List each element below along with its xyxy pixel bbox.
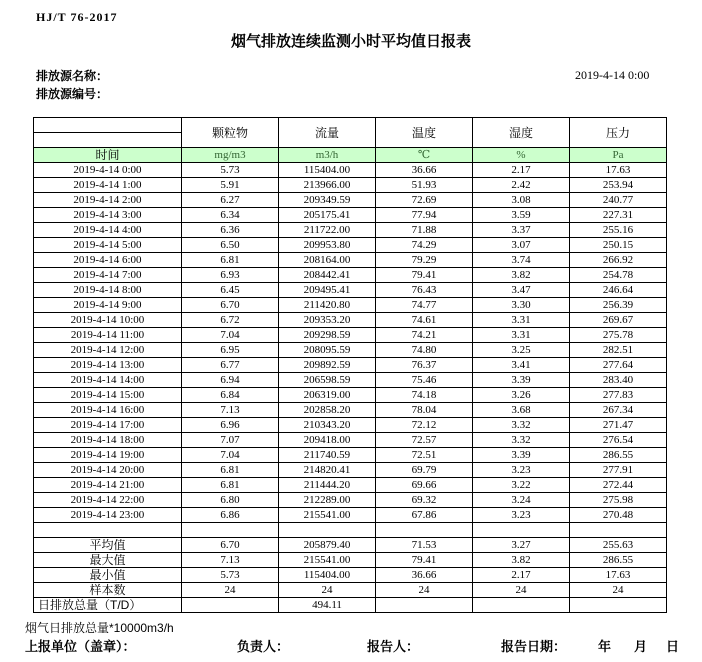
value-cell: 6.27 [182,193,279,208]
row-label-cell: 样本数 [34,583,182,598]
value-cell: 72.57 [376,433,473,448]
value-cell: 267.34 [570,403,667,418]
value-cell: 6.34 [182,208,279,223]
table-row [34,418,667,433]
value-cell: 205879.40 [279,538,376,553]
value-cell: 72.69 [376,193,473,208]
value-cell: 71.88 [376,223,473,238]
value-cell: 255.63 [570,538,667,553]
value-cell: 206319.00 [279,388,376,403]
value-cell: 6.77 [182,358,279,373]
value-cell: 76.43 [376,283,473,298]
value-cell [473,523,570,538]
value-cell: 5.73 [182,163,279,178]
column-header-particulate: 颗粒物 [182,118,279,148]
value-cell: 3.26 [473,388,570,403]
table-row [34,193,667,208]
value-cell: 209349.59 [279,193,376,208]
value-cell: 208164.00 [279,253,376,268]
value-cell: 3.31 [473,313,570,328]
value-cell: 74.29 [376,238,473,253]
value-cell: 79.29 [376,253,473,268]
value-cell: 214820.41 [279,463,376,478]
table-row [34,553,667,568]
value-cell: 276.54 [570,433,667,448]
table-header [34,118,667,163]
value-cell: 7.13 [182,553,279,568]
value-cell: 209298.59 [279,328,376,343]
value-cell: 3.39 [473,373,570,388]
value-cell: 24 [376,583,473,598]
row-label-cell: 2019-4-14 16:00 [34,403,182,418]
value-cell: 6.70 [182,538,279,553]
table-row [34,388,667,403]
value-cell: 24 [570,583,667,598]
value-cell: 17.63 [570,163,667,178]
row-label-cell: 2019-4-14 15:00 [34,388,182,403]
table-row [34,343,667,358]
value-cell: 6.81 [182,478,279,493]
value-cell: 282.51 [570,343,667,358]
value-cell: 6.94 [182,373,279,388]
value-cell: 3.39 [473,448,570,463]
value-cell: 79.41 [376,553,473,568]
value-cell: 3.23 [473,508,570,523]
hourly-report-table [33,117,667,613]
row-label-cell: 日排放总量（T/D） [34,598,182,613]
row-label-cell: 2019-4-14 4:00 [34,223,182,238]
value-cell: 3.27 [473,538,570,553]
table-row [34,433,667,448]
summary-rows [34,538,667,613]
table-row [34,463,667,478]
value-cell: 3.47 [473,283,570,298]
value-cell: 215541.00 [279,553,376,568]
value-cell: 7.04 [182,448,279,463]
value-cell: 3.82 [473,268,570,283]
value-cell: 6.81 [182,253,279,268]
value-cell: 209495.41 [279,283,376,298]
table-row [34,583,667,598]
row-label-cell: 2019-4-14 13:00 [34,358,182,373]
value-cell: 202858.20 [279,403,376,418]
value-cell: 67.86 [376,508,473,523]
row-label-cell: 最大值 [34,553,182,568]
value-cell: 6.80 [182,493,279,508]
value-cell: 75.46 [376,373,473,388]
unit-humidity: % [473,148,570,163]
row-label-cell: 2019-4-14 9:00 [34,298,182,313]
row-label-cell: 2019-4-14 17:00 [34,418,182,433]
value-cell [279,523,376,538]
value-cell: 2.17 [473,568,570,583]
value-cell: 74.80 [376,343,473,358]
value-cell: 275.78 [570,328,667,343]
value-cell: 36.66 [376,568,473,583]
table-row [34,283,667,298]
value-cell: 7.07 [182,433,279,448]
value-cell: 24 [279,583,376,598]
table-row [34,508,667,523]
table-row [34,478,667,493]
value-cell: 227.31 [570,208,667,223]
value-cell [182,598,279,613]
row-label-cell: 2019-4-14 3:00 [34,208,182,223]
table-row [34,328,667,343]
value-cell: 210343.20 [279,418,376,433]
table-row [34,253,667,268]
value-cell: 3.23 [473,463,570,478]
units-row [34,148,667,163]
value-cell: 208442.41 [279,268,376,283]
table-row [34,448,667,463]
value-cell: 6.84 [182,388,279,403]
row-label-cell: 2019-4-14 20:00 [34,463,182,478]
value-cell: 209892.59 [279,358,376,373]
table-row [34,268,667,283]
value-cell: 206598.59 [279,373,376,388]
value-cell: 3.25 [473,343,570,358]
page-title: 烟气排放连续监测小时平均值日报表 [230,33,471,50]
value-cell: 3.37 [473,223,570,238]
value-cell: 3.08 [473,193,570,208]
value-cell: 6.45 [182,283,279,298]
value-cell: 51.93 [376,178,473,193]
row-label-cell [34,523,182,538]
value-cell: 6.81 [182,463,279,478]
value-cell: 24 [473,583,570,598]
month-label: 月 [634,639,648,654]
value-cell: 3.22 [473,478,570,493]
unit-pressure: Pa [570,148,667,163]
value-cell: 250.15 [570,238,667,253]
corner-cell-bottom [34,133,182,148]
day-label: 日 [666,639,680,654]
value-cell: 6.93 [182,268,279,283]
value-cell: 3.30 [473,298,570,313]
spacer-row [34,523,667,538]
row-label-cell: 2019-4-14 2:00 [34,193,182,208]
table-row [34,178,667,193]
value-cell: 211740.59 [279,448,376,463]
value-cell: 6.96 [182,418,279,433]
value-cell: 277.91 [570,463,667,478]
value-cell: 6.86 [182,508,279,523]
value-cell: 211722.00 [279,223,376,238]
value-cell: 77.94 [376,208,473,223]
value-cell: 253.94 [570,178,667,193]
value-cell [376,598,473,613]
report-datetime: 2019-4-14 0:00 [575,68,650,82]
row-label-cell: 2019-4-14 6:00 [34,253,182,268]
table-row [34,163,667,178]
value-cell: 6.50 [182,238,279,253]
value-cell: 212289.00 [279,493,376,508]
column-header-temperature: 温度 [376,118,473,148]
row-label-cell: 最小值 [34,568,182,583]
value-cell: 7.13 [182,403,279,418]
value-cell: 277.83 [570,388,667,403]
value-cell: 36.66 [376,163,473,178]
value-cell: 211444.20 [279,478,376,493]
value-cell: 266.92 [570,253,667,268]
table-row [34,538,667,553]
value-cell: 71.53 [376,538,473,553]
value-cell: 271.47 [570,418,667,433]
value-cell: 2.42 [473,178,570,193]
value-cell: 24 [182,583,279,598]
value-cell: 78.04 [376,403,473,418]
value-cell: 255.16 [570,223,667,238]
value-cell: 3.41 [473,358,570,373]
table-row [34,298,667,313]
row-label-cell: 2019-4-14 5:00 [34,238,182,253]
value-cell: 76.37 [376,358,473,373]
value-cell: 211420.80 [279,298,376,313]
value-cell: 3.24 [473,493,570,508]
value-cell: 272.44 [570,478,667,493]
table-row [34,403,667,418]
value-cell: 5.91 [182,178,279,193]
value-cell: 215541.00 [279,508,376,523]
unit-particulate: mg/m3 [182,148,279,163]
value-cell: 115404.00 [279,568,376,583]
value-cell: 72.12 [376,418,473,433]
row-label-cell: 2019-4-14 0:00 [34,163,182,178]
value-cell: 72.51 [376,448,473,463]
row-label-cell: 2019-4-14 1:00 [34,178,182,193]
row-label-cell: 2019-4-14 18:00 [34,433,182,448]
row-label-cell: 2019-4-14 8:00 [34,283,182,298]
value-cell: 286.55 [570,553,667,568]
table-row [34,358,667,373]
row-label-cell: 2019-4-14 12:00 [34,343,182,358]
source-name-label: 排放源名称： [36,69,109,83]
value-cell: 213966.00 [279,178,376,193]
year-label: 年 [598,639,612,654]
column-header-humidity: 湿度 [473,118,570,148]
value-cell: 209418.00 [279,433,376,448]
row-label-cell: 2019-4-14 22:00 [34,493,182,508]
value-cell: 3.82 [473,553,570,568]
value-cell: 74.21 [376,328,473,343]
value-cell: 209953.80 [279,238,376,253]
value-cell: 69.79 [376,463,473,478]
table-row [34,598,667,613]
table-row [34,523,667,538]
unit-flow: m3/h [279,148,376,163]
total-emission-note: 烟气日排放总量*10000m3/h [25,621,174,635]
row-label-cell: 2019-4-14 14:00 [34,373,182,388]
row-label-cell: 平均值 [34,538,182,553]
report-date-label: 报告日期： [501,639,567,654]
value-cell: 3.32 [473,433,570,448]
value-cell: 3.74 [473,253,570,268]
value-cell: 6.95 [182,343,279,358]
value-cell: 286.55 [570,448,667,463]
value-cell: 205175.41 [279,208,376,223]
header-row-top [34,118,667,133]
value-cell: 3.07 [473,238,570,253]
value-cell: 209353.20 [279,313,376,328]
value-cell: 254.78 [570,268,667,283]
data-rows [34,163,667,523]
value-cell: 5.73 [182,568,279,583]
value-cell: 69.32 [376,493,473,508]
value-cell: 494.11 [279,598,376,613]
time-column-header: 时间 [34,148,182,163]
value-cell: 6.72 [182,313,279,328]
table-row [34,313,667,328]
value-cell: 275.98 [570,493,667,508]
value-cell: 240.77 [570,193,667,208]
value-cell [570,523,667,538]
standard-number: HJ/T 76-2017 [36,10,118,24]
row-label-cell: 2019-4-14 11:00 [34,328,182,343]
table-row [34,223,667,238]
value-cell: 74.77 [376,298,473,313]
value-cell: 6.70 [182,298,279,313]
table-row [34,208,667,223]
unit-temperature: ℃ [376,148,473,163]
table-row [34,493,667,508]
value-cell [376,523,473,538]
column-header-flow: 流量 [279,118,376,148]
value-cell: 3.31 [473,328,570,343]
value-cell: 256.39 [570,298,667,313]
value-cell: 3.32 [473,418,570,433]
value-cell: 270.48 [570,508,667,523]
responsible-person-label: 负责人： [237,639,290,654]
value-cell: 74.61 [376,313,473,328]
table-row [34,568,667,583]
value-cell [570,598,667,613]
row-label-cell: 2019-4-14 7:00 [34,268,182,283]
row-label-cell: 2019-4-14 21:00 [34,478,182,493]
value-cell: 7.04 [182,328,279,343]
corner-cell-top [34,118,182,133]
reporter-label: 报告人： [367,639,420,654]
value-cell: 79.41 [376,268,473,283]
value-cell: 69.66 [376,478,473,493]
value-cell: 283.40 [570,373,667,388]
table-row [34,238,667,253]
column-header-pressure: 压力 [570,118,667,148]
row-label-cell: 2019-4-14 10:00 [34,313,182,328]
source-id-label: 排放源编号： [36,87,109,101]
value-cell: 277.64 [570,358,667,373]
table-row [34,373,667,388]
value-cell: 269.67 [570,313,667,328]
value-cell: 115404.00 [279,163,376,178]
row-label-cell: 2019-4-14 19:00 [34,448,182,463]
value-cell: 17.63 [570,568,667,583]
row-label-cell: 2019-4-14 23:00 [34,508,182,523]
value-cell [182,523,279,538]
report-unit-label: 上报单位（盖章）： [25,639,136,654]
value-cell: 6.36 [182,223,279,238]
value-cell: 74.18 [376,388,473,403]
value-cell: 246.64 [570,283,667,298]
value-cell: 3.68 [473,403,570,418]
value-cell: 208095.59 [279,343,376,358]
value-cell: 3.59 [473,208,570,223]
value-cell: 2.17 [473,163,570,178]
value-cell [473,598,570,613]
